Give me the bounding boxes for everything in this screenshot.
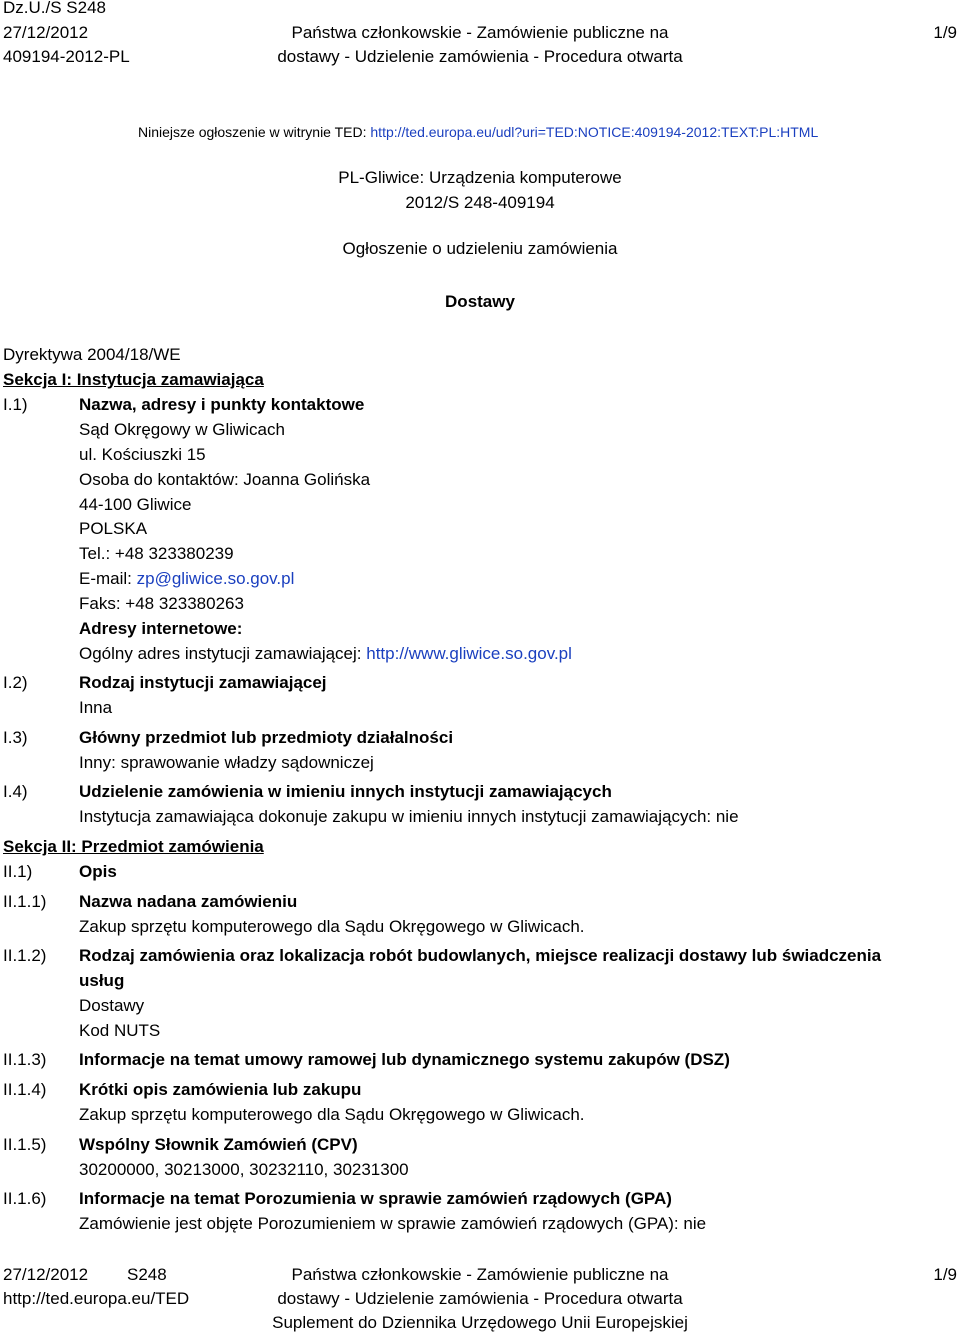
header-page-number: 1/9 — [933, 23, 957, 42]
contract-type: Dostawy — [445, 292, 515, 311]
ted-notice-link[interactable]: http://ted.europa.eu/udl?uri=TED:NOTICE:409194-2012:TEXT:PL:HTML — [370, 124, 819, 140]
ii12-number: II.1.2) — [3, 946, 47, 965]
authority-name: Sąd Okręgowy w Gliwicach — [79, 420, 285, 439]
authority-street: ul. Kościuszki 15 — [79, 445, 206, 464]
header-title-line2: dostawy - Udzielenie zamówienia - Procedura otwarta — [277, 47, 683, 66]
ii12-nuts: Kod NUTS — [79, 1021, 161, 1040]
email-prefix: E-mail: — [79, 569, 137, 588]
ii15-value: 30200000, 30213000, 30232110, 30231300 — [79, 1160, 409, 1179]
footer-issue: S248 — [127, 1265, 167, 1284]
i1-label: Nazwa, adresy i punkty kontaktowe — [79, 395, 365, 414]
notice-main-title: PL-Gliwice: Urządzenia komputerowe — [338, 168, 622, 187]
footer-supplement: Suplement do Dziennika Urzędowego Unii Europejskiej — [272, 1313, 688, 1332]
i3-number: I.3) — [3, 728, 28, 747]
ii13-number: II.1.3) — [3, 1050, 47, 1069]
notice-reference: 2012/S 248-409194 — [405, 193, 555, 212]
directive: Dyrektywa 2004/18/WE — [3, 345, 181, 364]
section2-heading: Sekcja II: Przedmiot zamówienia — [3, 837, 264, 856]
authority-email-line — [79, 569, 294, 589]
i2-value: Inna — [79, 698, 113, 717]
ted-notice-line — [138, 124, 818, 140]
ii14-value: Zakup sprzętu komputerowego dla Sądu Okręgowego w Gliwicach. — [79, 1105, 585, 1124]
ii1-number: II.1) — [3, 862, 33, 881]
i4-number: I.4) — [3, 782, 28, 801]
footer-url[interactable]: http://ted.europa.eu/TED — [3, 1289, 190, 1308]
ii16-number: II.1.6) — [3, 1189, 47, 1208]
i3-value: Inny: sprawowanie władzy sądowniczej — [79, 753, 374, 772]
ii16-label: Informacje na temat Porozumienia w sprawie zamówień rządowych (GPA) — [79, 1189, 672, 1208]
ted-notice-prefix: Niniejsze ogłoszenie w witrynie TED: — [138, 124, 371, 140]
internet-addresses-label: Adresy internetowe: — [79, 619, 243, 638]
ii12-label-line2: usług — [79, 971, 125, 990]
ii12-label-line1: Rodzaj zamówienia oraz lokalizacja robót budowlanych, miejsce realizacji dostawy lub świadczenia — [79, 946, 882, 965]
header-title-line1: Państwa członkowskie - Zamówienie publiczne na — [291, 23, 669, 42]
footer-title-line1: Państwa członkowskie - Zamówienie publiczne na — [291, 1265, 669, 1284]
footer-page-number: 1/9 — [933, 1265, 957, 1284]
header-date: 27/12/2012 — [3, 23, 89, 42]
ii15-label: Wspólny Słownik Zamówień (CPV) — [79, 1135, 358, 1154]
ii16-value: Zamówienie jest objęte Porozumieniem w sprawie zamówień rządowych (GPA): nie — [79, 1214, 707, 1233]
ii12-value: Dostawy — [79, 996, 145, 1015]
email-link[interactable]: zp@gliwice.so.gov.pl — [136, 569, 295, 588]
authority-country: POLSKA — [79, 519, 148, 538]
i2-number: I.2) — [3, 673, 28, 692]
i4-value: Instytucja zamawiająca dokonuje zakupu w imieniu innych instytucji zamawiających: nie — [79, 807, 739, 826]
authority-city: 44-100 Gliwice — [79, 495, 192, 514]
header-doc-id: 409194-2012-PL — [3, 47, 130, 66]
notice-type: Ogłoszenie o udzieleniu zamówienia — [342, 239, 618, 258]
general-address-prefix: Ogólny adres instytucji zamawiającej: — [79, 644, 367, 663]
authority-contact: Osoba do kontaktów: Joanna Golińska — [79, 470, 371, 489]
ii15-number: II.1.5) — [3, 1135, 47, 1154]
authority-fax: Faks: +48 323380263 — [79, 594, 244, 613]
ii14-label: Krótki opis zamówienia lub zakupu — [79, 1080, 362, 1099]
i4-label: Udzielenie zamówienia w imieniu innych instytucji zamawiających — [79, 782, 612, 801]
i1-number: I.1) — [3, 395, 28, 414]
general-address-link[interactable]: http://www.gliwice.so.gov.pl — [366, 644, 572, 663]
ii11-label: Nazwa nadana zamówieniu — [79, 892, 298, 911]
footer-date: 27/12/2012 — [3, 1265, 89, 1284]
journal-reference: Dz.U./S S248 — [3, 0, 106, 17]
ii13-label: Informacje na temat umowy ramowej lub dynamicznego systemu zakupów (DSZ) — [79, 1050, 730, 1069]
general-address-line — [79, 644, 572, 664]
authority-phone: Tel.: +48 323380239 — [79, 544, 234, 563]
i2-label: Rodzaj instytucji zamawiającej — [79, 673, 327, 692]
ii14-number: II.1.4) — [3, 1080, 47, 1099]
section1-heading: Sekcja I: Instytucja zamawiająca — [3, 370, 264, 389]
footer-title-line2: dostawy - Udzielenie zamówienia - Procedura otwarta — [277, 1289, 683, 1308]
ii11-number: II.1.1) — [3, 892, 47, 911]
i3-label: Główny przedmiot lub przedmioty działalności — [79, 728, 454, 747]
ii1-label: Opis — [79, 862, 117, 881]
ii11-value: Zakup sprzętu komputerowego dla Sądu Okręgowego w Gliwicach. — [79, 917, 585, 936]
